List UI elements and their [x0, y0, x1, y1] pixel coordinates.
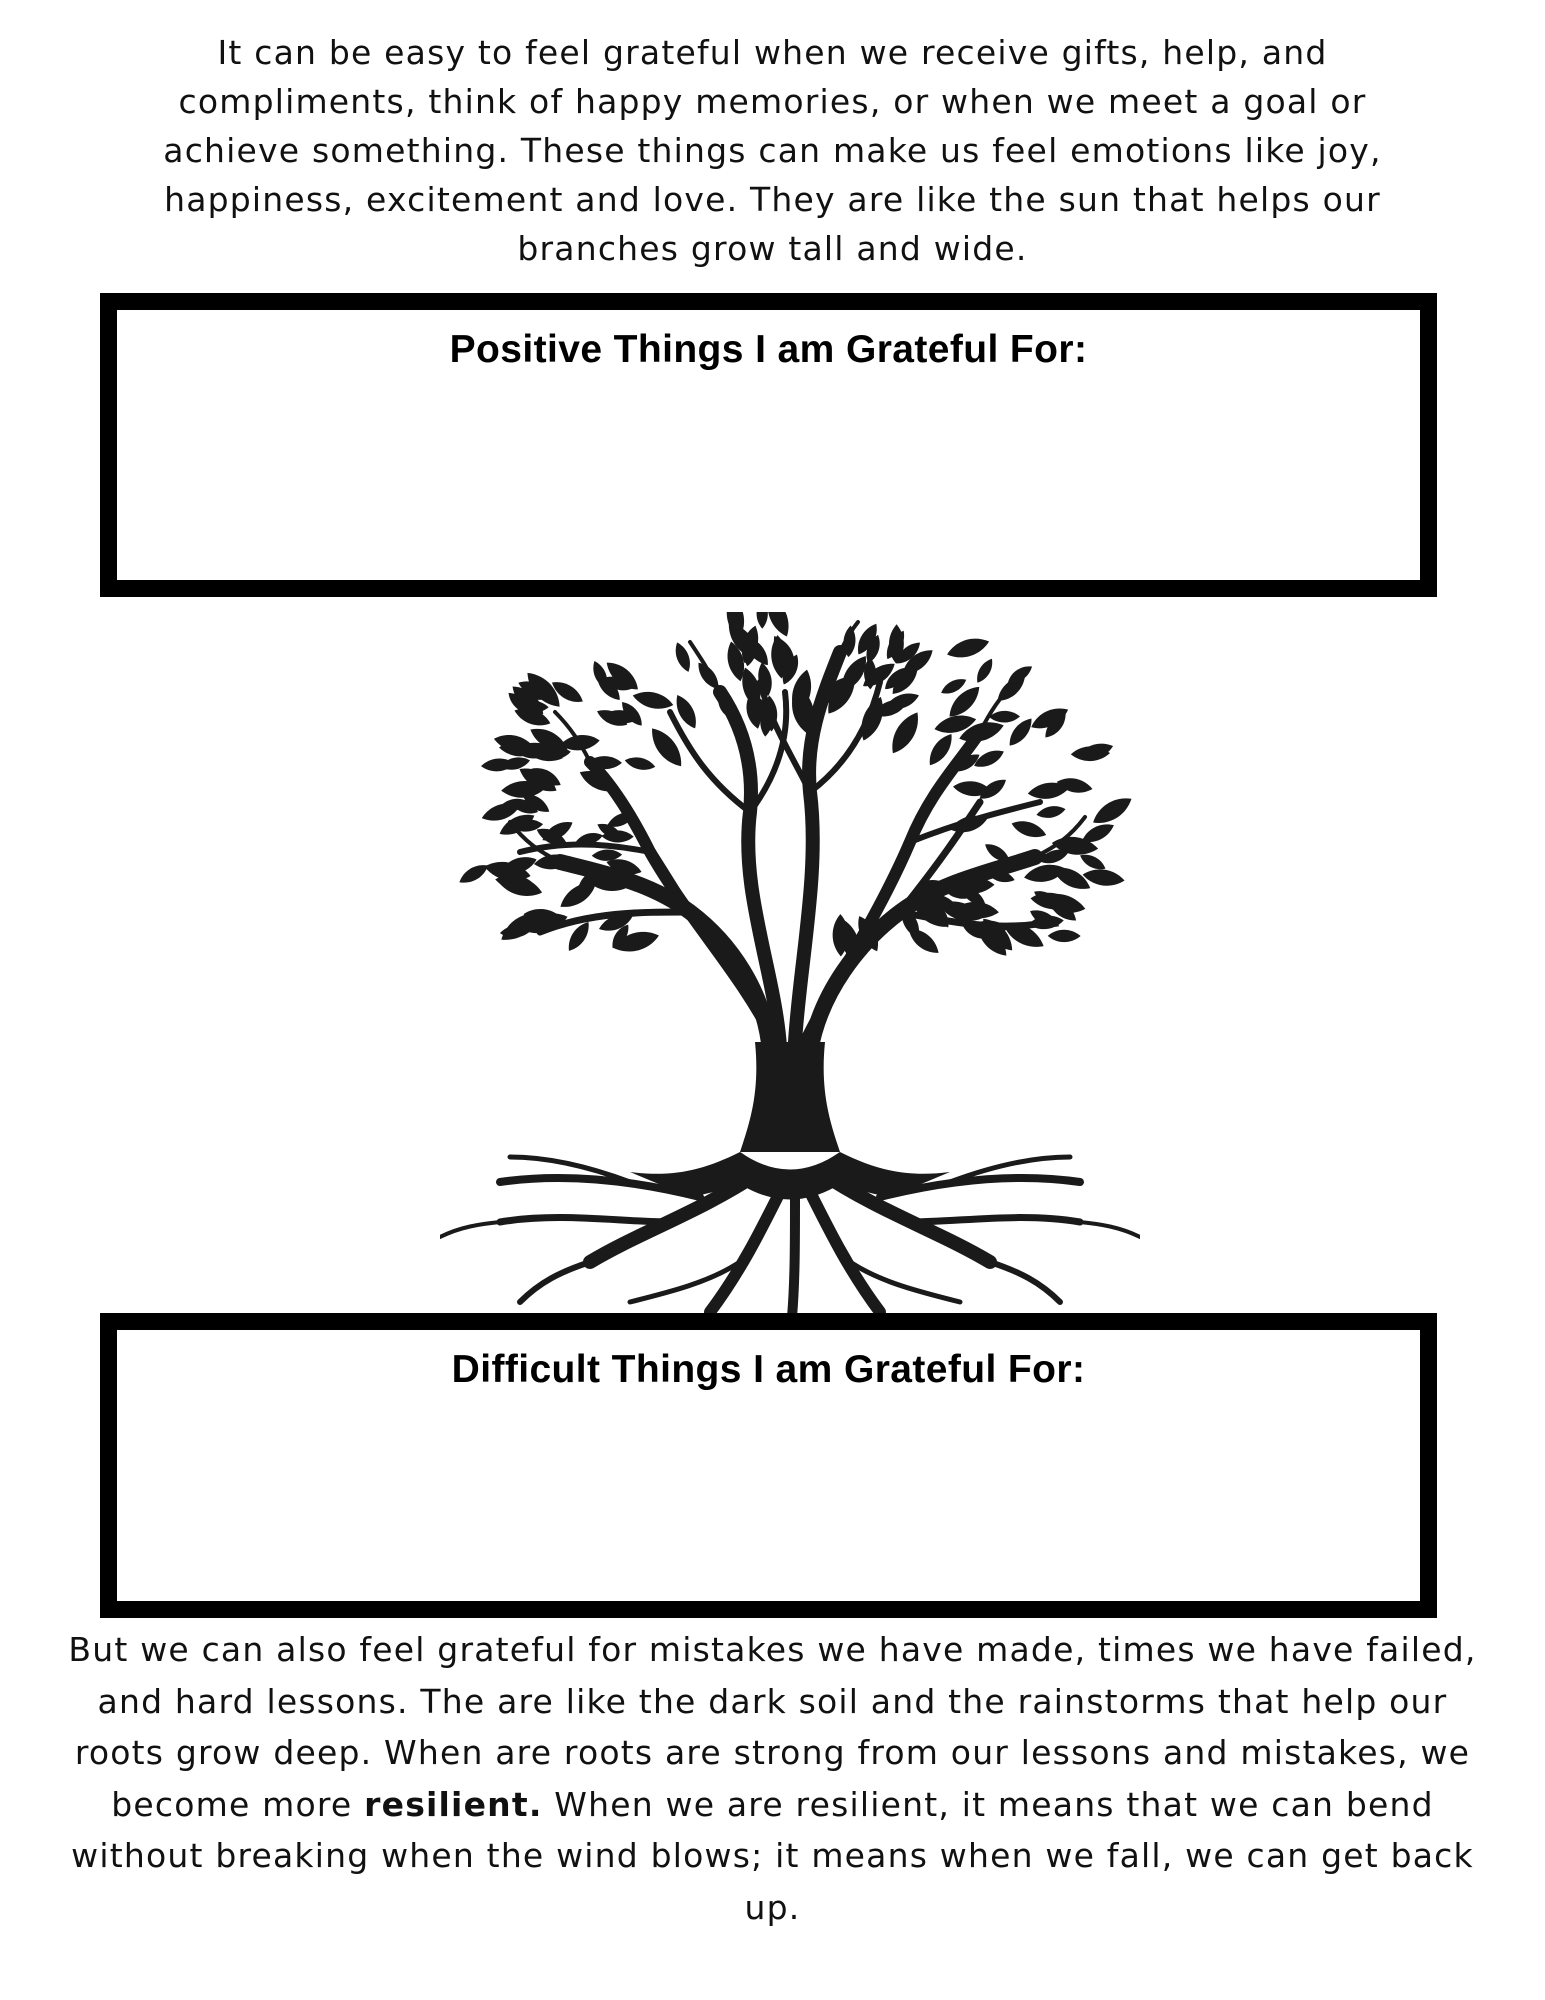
tree-of-life-icon	[440, 612, 1140, 1317]
closing-paragraph	[50, 1624, 1495, 1933]
leaf-icon	[1009, 817, 1048, 841]
intro-paragraph-text: It can be easy to feel grateful when we receive gifts, help, and compliments, think of happy memories, or when we meet a goal or achieve something. These things can make us feel emotions like joy, happiness, excitement and love. They are like the sun that helps our branches grow tall and wide.	[163, 33, 1382, 268]
leaf-icon	[973, 656, 996, 685]
intro-paragraph	[50, 28, 1495, 273]
closing-paragraph-text	[50, 1624, 1495, 1933]
leaf-icon	[989, 711, 1020, 723]
closing-text-before: But we can also feel grateful for mistakes we have made, times we have failed, and hard lessons. The are like the dark soil and the rainstorms that help our roots grow deep. When are roots are strong from our lessons and mistakes, we become more	[68, 1630, 1477, 1824]
difficult-gratitude-box	[100, 1313, 1437, 1618]
leaf-icon	[1089, 792, 1136, 830]
leaf-icon	[456, 860, 491, 887]
difficult-box-title: Difficult Things I am Grateful For:	[451, 1348, 1086, 1391]
leaf-icon	[624, 755, 657, 773]
positive-writing-area[interactable]	[117, 390, 1420, 580]
positive-box-title: Positive Things I am Grateful For:	[449, 328, 1088, 371]
leaf-icon	[945, 634, 992, 663]
difficult-writing-area[interactable]	[117, 1410, 1420, 1601]
positive-gratitude-box	[100, 293, 1437, 597]
leaf-icon	[1035, 804, 1066, 821]
leaf-icon	[1048, 930, 1081, 943]
leaf-icon	[631, 688, 675, 713]
leaf-icon	[757, 612, 768, 629]
resilient-emphasis: resilient.	[364, 1784, 543, 1824]
closing-text-after: When we are resilient, it means that we can bend without breaking when the wind blows; it means when we fall, we can get back up.	[71, 1784, 1474, 1927]
